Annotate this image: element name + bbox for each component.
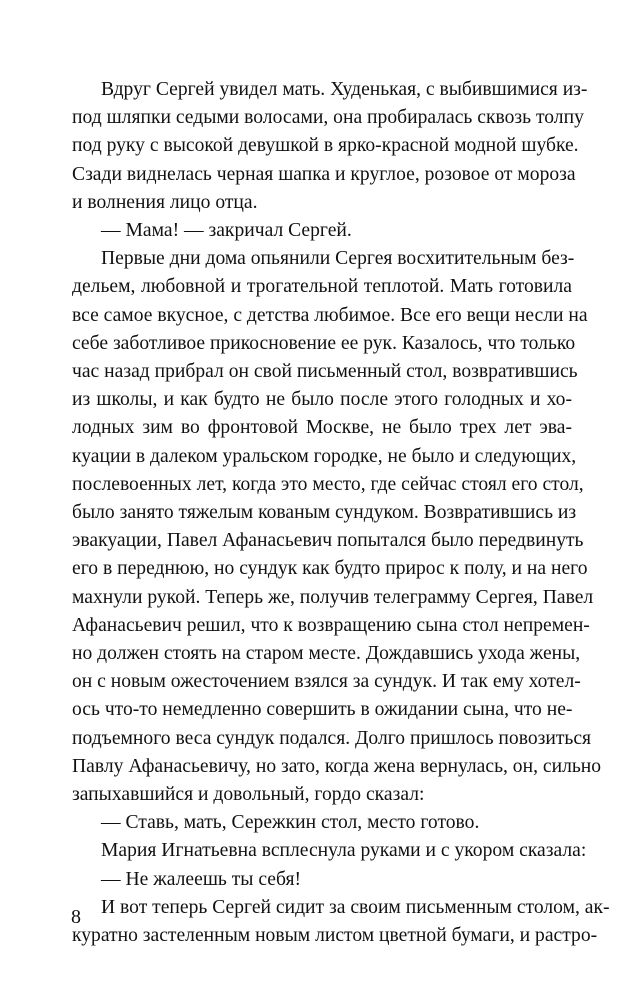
text-line: из школы, и как будто не было после этого голодных и хо- bbox=[72, 389, 572, 411]
text-line: ось что-то немедленно совершить в ожидании сына, что не- bbox=[72, 699, 573, 721]
text-line: И вот теперь Сергей сидит за своим письменным столом, ак- bbox=[101, 896, 610, 918]
text-line: его в переднюю, но сундук как будто прирос к полу, и на него bbox=[72, 558, 588, 580]
text-line: дельем, любовной и трогательной теплотой. Мать готовила bbox=[72, 276, 572, 298]
text-line: Павлу Афанасьевичу, но зато, когда жена вернулась, он, сильно bbox=[72, 755, 602, 777]
text-line: все самое вкусное, с детства любимое. Все его вещи несли на bbox=[72, 304, 588, 326]
text-line: — Мама! — закричал Сергей. bbox=[101, 220, 352, 242]
page-number: 8 bbox=[71, 906, 81, 928]
text-line: он с новым ожесточением взялся за сундук. И так ему хотел- bbox=[72, 671, 581, 693]
text-line: куратно застеленным новым листом цветной бумаги, и растро- bbox=[72, 925, 598, 947]
text-line: час назад прибрал он свой письменный стол, возвратившись bbox=[72, 361, 578, 383]
text-line: Вдруг Сергей увидел мать. Худенькая, с выбившимися из- bbox=[101, 79, 588, 100]
text-line: подъемного веса сундук подался. Долго пришлось повозиться bbox=[72, 727, 592, 749]
text-line: запыхавшийся и довольный, гордо сказал: bbox=[72, 784, 425, 806]
text-line: Афанасьевич решил, что к возвращению сына стол непремен- bbox=[72, 614, 590, 636]
text-line: под руку с высокой девушкой в ярко-красной модной шубке. bbox=[72, 135, 579, 157]
text-line: послевоенных лет, когда это место, где сейчас стоял его стол, bbox=[72, 473, 584, 495]
text-line: эвакуации, Павел Афанасьевич попытался было передвинуть bbox=[72, 530, 584, 552]
text-line: было занято тяжелым кованым сундуком. Возвратившись из bbox=[72, 502, 577, 524]
text-line: себе заботливое прикосновение ее рук. Казалось, что только bbox=[72, 332, 576, 354]
text-line: куации в далеком уральском городке, не было и следующих, bbox=[72, 445, 577, 467]
text-line: — Не жалеешь ты себя! bbox=[101, 868, 302, 890]
text-line: — Ставь, мать, Сережкин стол, место готово. bbox=[101, 812, 480, 834]
text-line: махнули рукой. Теперь же, получив телеграмму Сергея, Павел bbox=[72, 586, 594, 608]
text-line: лодных зим во фронтовой Москве, не было трех лет эва- bbox=[72, 417, 572, 439]
page-body bbox=[72, 76, 610, 950]
text-line: Мария Игнатьевна всплеснула руками и с укором сказала: bbox=[101, 840, 587, 862]
text-line: и волнения лицо отца. bbox=[72, 191, 258, 213]
text-line: Первые дни дома опьянили Сергея восхитительным без- bbox=[101, 248, 575, 270]
text-line: под шляпки седыми волосами, она пробиралась сквозь толпу bbox=[72, 107, 584, 129]
text-line: Сзади виднелась черная шапка и круглое, розовое от мороза bbox=[72, 163, 576, 185]
text-line: но должен стоять на старом месте. Дождавшись ухода жены, bbox=[72, 643, 581, 665]
